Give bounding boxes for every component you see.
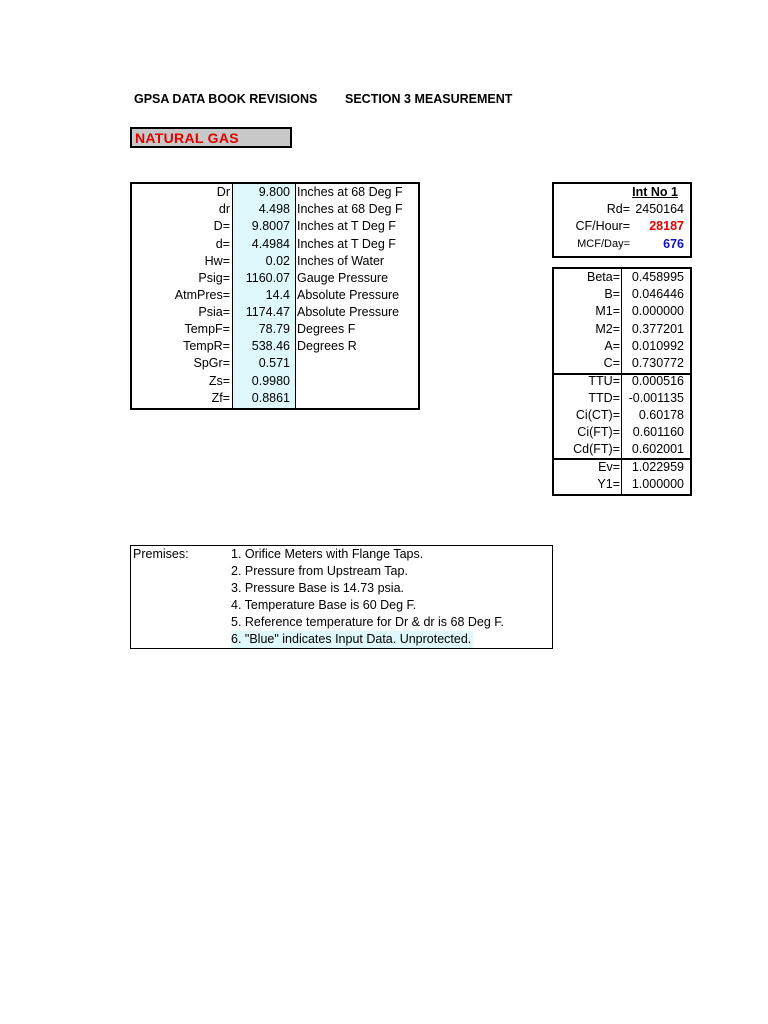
input-value[interactable]: 538.46 (251, 339, 290, 353)
calc-value: 1.022959 (631, 460, 684, 474)
calc-value: 0.377201 (631, 322, 684, 336)
int-label: MCF/Day= (577, 238, 630, 250)
input-value[interactable]: 4.498 (258, 202, 290, 216)
section-title-box (130, 127, 292, 148)
calc-table (552, 267, 692, 496)
int-row-rd (554, 201, 690, 218)
input-row (132, 304, 418, 321)
input-table (130, 182, 420, 410)
int-table-header (554, 184, 690, 201)
calc-row (554, 321, 690, 338)
input-value[interactable]: 9.8007 (251, 219, 290, 233)
input-label: AtmPres= (174, 288, 230, 302)
calc-value: -0.001135 (628, 391, 684, 405)
calc-label: Ci(FT)= (577, 425, 620, 439)
premises-box (130, 545, 553, 649)
input-unit: Inches at 68 Deg F (297, 202, 403, 216)
input-unit: Inches at T Deg F (297, 237, 396, 251)
input-row (132, 270, 418, 287)
premise-item: 4. Temperature Base is 60 Deg F. (231, 598, 417, 612)
input-row (132, 287, 418, 304)
input-row (132, 321, 418, 338)
input-value[interactable]: 1174.47 (245, 305, 290, 319)
int-label: CF/Hour= (575, 219, 630, 233)
calc-label: Ci(CT)= (575, 408, 620, 422)
input-unit: Degrees R (297, 339, 357, 353)
calc-label: Y1= (597, 477, 620, 491)
int-label: Rd= (606, 202, 630, 216)
calc-value: 0.602001 (631, 442, 684, 456)
int-table (552, 182, 692, 258)
input-unit: Inches of Water (297, 254, 385, 268)
input-unit: Absolute Pressure (297, 288, 400, 302)
premises-label: Premises: (133, 547, 189, 561)
input-value[interactable]: 0.02 (265, 254, 290, 268)
input-value[interactable]: 0.9980 (251, 374, 290, 388)
calc-row (554, 407, 690, 424)
int-row-cf-hour (554, 218, 690, 235)
calc-value: 0.046446 (631, 287, 684, 301)
calc-label: A= (604, 339, 620, 353)
input-row (132, 253, 418, 270)
input-label: TempR= (183, 339, 230, 353)
input-value[interactable]: 4.4984 (251, 237, 290, 251)
calc-row (554, 441, 690, 458)
calc-row (554, 390, 690, 407)
calc-value: 0.458995 (631, 270, 684, 284)
input-unit: Gauge Pressure (297, 271, 389, 285)
calc-label: C= (603, 356, 620, 370)
input-row (132, 218, 418, 235)
input-label: Zf= (211, 391, 230, 405)
calc-value: 1.000000 (631, 477, 684, 491)
calc-row (554, 269, 690, 286)
premise-item: 5. Reference temperature for Dr & dr is 68 Deg F. (231, 615, 505, 629)
calc-label: Cd(FT)= (573, 442, 620, 456)
input-row (132, 390, 418, 407)
cf-hour-value: 28187 (649, 219, 684, 233)
input-label: Psia= (198, 305, 230, 319)
input-value[interactable]: 78.79 (258, 322, 290, 336)
calc-label: B= (604, 287, 620, 301)
input-unit: Inches at 68 Deg F (297, 185, 403, 199)
input-value[interactable]: 9.800 (258, 185, 290, 199)
input-row (132, 373, 418, 390)
input-row (132, 355, 418, 372)
input-label: Hw= (204, 254, 230, 268)
calc-label: Ev= (598, 460, 620, 474)
calc-value: 0.000000 (631, 304, 684, 318)
input-value[interactable]: 14.4 (265, 288, 290, 302)
calc-label: M2= (595, 322, 620, 336)
input-row (132, 184, 418, 201)
calc-row (554, 373, 690, 390)
calc-label: TTD= (588, 391, 620, 405)
calc-value: 0.010992 (631, 339, 684, 353)
int-row-mcf-day (554, 236, 690, 253)
input-label: dr (218, 202, 230, 216)
input-label: d= (215, 237, 230, 251)
premise-item: 1. Orifice Meters with Flange Taps. (231, 547, 424, 561)
input-unit: Absolute Pressure (297, 305, 400, 319)
input-row (132, 236, 418, 253)
calc-row (554, 424, 690, 441)
premise-item: 2. Pressure from Upstream Tap. (231, 564, 408, 578)
calc-row (554, 355, 690, 372)
calc-row (554, 303, 690, 320)
input-label: Psig= (198, 271, 230, 285)
input-row (132, 201, 418, 218)
header-title-left: GPSA DATA BOOK REVISIONS (134, 92, 318, 106)
calc-value: 0.000516 (631, 374, 684, 388)
mcf-day-value: 676 (663, 237, 684, 251)
input-value[interactable]: 0.8861 (251, 391, 290, 405)
input-label: D= (213, 219, 230, 233)
calc-row (554, 476, 690, 493)
input-label: Dr (216, 185, 230, 199)
calc-label: TTU= (588, 374, 620, 388)
input-row (132, 338, 418, 355)
input-value[interactable]: 1160.07 (245, 271, 290, 285)
section-title: NATURAL GAS (135, 130, 239, 146)
calc-label: M1= (595, 304, 620, 318)
input-unit: Degrees F (297, 322, 356, 336)
calc-value: 0.601160 (632, 425, 684, 439)
calc-row (554, 338, 690, 355)
premise-item: 3. Pressure Base is 14.73 psia. (231, 581, 405, 595)
input-label: Zs= (208, 374, 230, 388)
input-value[interactable]: 0.571 (258, 356, 290, 370)
calc-row (554, 459, 690, 476)
calc-value: 0.60178 (638, 408, 684, 422)
premise-item: 6. "Blue" indicates Input Data. Unprotected. (231, 632, 472, 646)
calc-row (554, 286, 690, 303)
header-title-right: SECTION 3 MEASUREMENT (345, 92, 513, 106)
input-label: SpGr= (193, 356, 230, 370)
int-value: 2450164 (635, 202, 684, 216)
calc-label: Beta= (586, 270, 620, 284)
input-label: TempF= (184, 322, 230, 336)
input-unit: Inches at T Deg F (297, 219, 396, 233)
int-table-title: Int No 1 (632, 185, 678, 199)
calc-value: 0.730772 (631, 356, 684, 370)
